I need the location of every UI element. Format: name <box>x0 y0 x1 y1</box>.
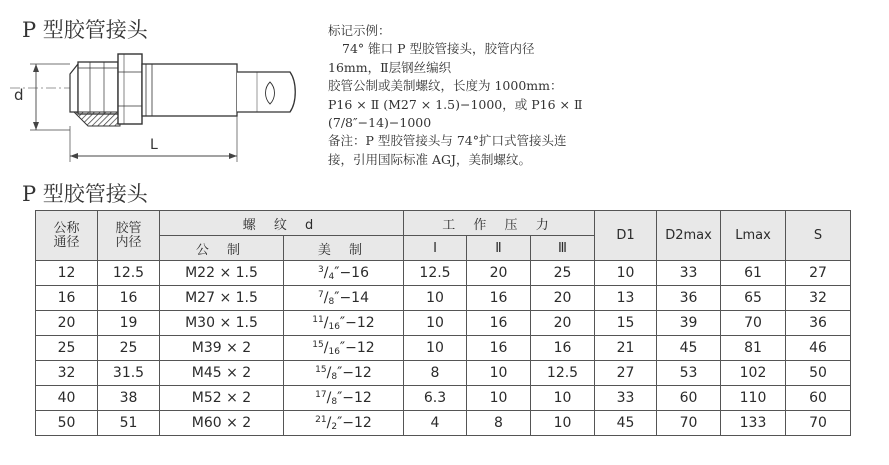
fraction-denominator: 2 <box>331 421 338 432</box>
cell-pressure-3: 10 <box>531 386 595 411</box>
cell-pressure-1: 10 <box>404 286 467 311</box>
example-line-6: 备注：P 型胶管接头与 74°扩口式管接头连 <box>328 133 567 149</box>
header-thread: 螺 纹 d <box>160 211 404 236</box>
cell-metric-thread: M22 × 1.5 <box>160 261 284 286</box>
inch-mark: ″ <box>334 289 340 306</box>
table-row <box>36 386 851 411</box>
cell-hose-id: 12.5 <box>98 261 160 286</box>
table-title: P 型胶管接头 <box>22 182 148 206</box>
header-pressure-2: Ⅱ <box>467 236 531 261</box>
cell-hose-id: 38 <box>98 386 160 411</box>
cell-nominal: 50 <box>36 411 98 436</box>
header-pressure: 工 作 压 力 <box>404 211 595 236</box>
cell-pressure-3: 16 <box>531 336 595 361</box>
example-line-1: 74° 锥口 P 型胶管接头，胶管内径 <box>342 41 535 57</box>
header-metric: 公 制 <box>160 236 284 261</box>
cell-imperial-thread <box>284 336 404 361</box>
fraction-numerator: 7 <box>318 289 324 300</box>
table-row <box>36 286 851 311</box>
cell-d2max: 36 <box>657 286 721 311</box>
cell-pressure-1: 12.5 <box>404 261 467 286</box>
fraction-numerator: 3 <box>318 264 324 275</box>
cell-pressure-2: 16 <box>467 336 531 361</box>
cell-pressure-1: 10 <box>404 336 467 361</box>
inch-mark: ″ <box>334 264 340 281</box>
cell-nominal: 40 <box>36 386 98 411</box>
example-heading: 标记示例： <box>328 23 391 38</box>
fraction-numerator: 11 <box>312 314 324 325</box>
fitting-drawing <box>0 42 310 182</box>
cell-hose-id: 16 <box>98 286 160 311</box>
header-hose-id: 胶管 内径 <box>98 211 160 261</box>
cell-d2max: 45 <box>657 336 721 361</box>
fraction-slash: / <box>326 414 332 431</box>
threads-per-inch: −14 <box>339 289 369 306</box>
cell-metric-thread: M60 × 2 <box>160 411 284 436</box>
dimension-d-label: d <box>14 86 24 104</box>
cell-lmax: 133 <box>721 411 786 436</box>
cell-nominal: 12 <box>36 261 98 286</box>
cell-lmax: 65 <box>721 286 786 311</box>
cell-nominal: 32 <box>36 361 98 386</box>
example-line-7: 接，引用国际标准 AGJ，美制螺纹。 <box>328 151 531 167</box>
inch-mark: ″ <box>339 314 346 331</box>
cell-pressure-3: 20 <box>531 286 595 311</box>
inch-mark: ″ <box>337 364 343 381</box>
fraction-slash: / <box>323 314 329 331</box>
cell-lmax: 70 <box>721 311 786 336</box>
cell-pressure-2: 10 <box>467 361 531 386</box>
table-row <box>36 411 851 436</box>
example-line-2: 16mm，Ⅱ层钢丝编织 <box>328 59 452 75</box>
cell-metric-thread: M27 × 1.5 <box>160 286 284 311</box>
cell-d2max: 60 <box>657 386 721 411</box>
cell-s: 70 <box>786 411 851 436</box>
cell-nominal: 20 <box>36 311 98 336</box>
inch-mark: ″ <box>337 414 343 431</box>
threads-per-inch: −12 <box>345 339 375 356</box>
cell-metric-thread: M52 × 2 <box>160 386 284 411</box>
threads-per-inch: −12 <box>342 389 372 406</box>
table-row <box>36 261 851 286</box>
cell-d1: 27 <box>595 361 657 386</box>
cell-lmax: 61 <box>721 261 786 286</box>
header-s: S <box>786 211 851 261</box>
fraction-slash: / <box>326 364 332 381</box>
marking-example <box>328 22 868 169</box>
inch-mark: ″ <box>339 339 346 356</box>
spec-table <box>35 210 851 436</box>
cell-d2max: 39 <box>657 311 721 336</box>
cell-lmax: 110 <box>721 386 786 411</box>
cell-d2max: 70 <box>657 411 721 436</box>
header-imperial: 美 制 <box>284 236 404 261</box>
fraction-numerator: 17 <box>315 389 327 400</box>
fraction-slash: / <box>323 289 329 306</box>
fraction-numerator: 21 <box>315 414 327 425</box>
threads-per-inch: −16 <box>339 264 369 281</box>
cell-pressure-3: 25 <box>531 261 595 286</box>
fraction-numerator: 15 <box>312 339 324 350</box>
cell-d1: 15 <box>595 311 657 336</box>
cell-d2max: 33 <box>657 261 721 286</box>
fraction-slash: / <box>323 339 329 356</box>
cell-d2max: 53 <box>657 361 721 386</box>
table-row <box>36 361 851 386</box>
cell-pressure-2: 16 <box>467 286 531 311</box>
cell-lmax: 81 <box>721 336 786 361</box>
cell-pressure-1: 6.3 <box>404 386 467 411</box>
cell-d1: 13 <box>595 286 657 311</box>
header-pressure-3: Ⅲ <box>531 236 595 261</box>
cell-hose-id: 19 <box>98 311 160 336</box>
cell-pressure-1: 4 <box>404 411 467 436</box>
cell-pressure-1: 10 <box>404 311 467 336</box>
fraction-slash: / <box>323 264 329 281</box>
cell-d1: 33 <box>595 386 657 411</box>
fraction-slash: / <box>326 389 332 406</box>
cell-metric-thread: M30 × 1.5 <box>160 311 284 336</box>
cell-pressure-2: 8 <box>467 411 531 436</box>
cell-imperial-thread <box>284 386 404 411</box>
dimension-L-label: L <box>150 137 158 153</box>
header-d1: D1 <box>595 211 657 261</box>
cell-pressure-2: 16 <box>467 311 531 336</box>
example-line-4: P16 × Ⅱ (M27 × 1.5)−1000，或 P16 × Ⅱ <box>328 96 583 112</box>
cell-pressure-1: 8 <box>404 361 467 386</box>
fraction-denominator: 8 <box>328 296 335 307</box>
header-lmax: Lmax <box>721 211 786 261</box>
cell-hose-id: 31.5 <box>98 361 160 386</box>
page-title: P 型胶管接头 <box>22 18 148 42</box>
cell-imperial-thread <box>284 411 404 436</box>
cell-imperial-thread <box>284 261 404 286</box>
cell-nominal: 25 <box>36 336 98 361</box>
cell-s: 50 <box>786 361 851 386</box>
fraction-denominator: 4 <box>328 271 335 282</box>
cell-metric-thread: M39 × 2 <box>160 336 284 361</box>
header-pressure-1: Ⅰ <box>404 236 467 261</box>
cell-s: 60 <box>786 386 851 411</box>
table-row <box>36 311 851 336</box>
fraction-denominator: 16 <box>328 321 340 332</box>
example-line-3: 胶管公制或美制螺纹，长度为 1000mm： <box>328 78 563 94</box>
cell-s: 27 <box>786 261 851 286</box>
cell-s: 46 <box>786 336 851 361</box>
threads-per-inch: −12 <box>345 314 375 331</box>
cell-imperial-thread <box>284 311 404 336</box>
header-nominal: 公称 通径 <box>36 211 98 261</box>
cell-hose-id: 25 <box>98 336 160 361</box>
cell-pressure-3: 10 <box>531 411 595 436</box>
cell-s: 32 <box>786 286 851 311</box>
cell-s: 36 <box>786 311 851 336</box>
cell-d1: 21 <box>595 336 657 361</box>
cell-d1: 45 <box>595 411 657 436</box>
cell-metric-thread: M45 × 2 <box>160 361 284 386</box>
fraction-denominator: 8 <box>331 371 338 382</box>
cell-pressure-3: 12.5 <box>531 361 595 386</box>
fraction-denominator: 16 <box>328 346 340 357</box>
header-d2max: D2max <box>657 211 721 261</box>
threads-per-inch: −12 <box>342 414 372 431</box>
cell-hose-id: 51 <box>98 411 160 436</box>
cell-imperial-thread <box>284 286 404 311</box>
threads-per-inch: −12 <box>342 364 372 381</box>
cell-lmax: 102 <box>721 361 786 386</box>
fraction-numerator: 15 <box>315 364 327 375</box>
example-line-5: (7/8″−14)−1000 <box>328 115 432 131</box>
cell-d1: 10 <box>595 261 657 286</box>
table-row <box>36 336 851 361</box>
cell-pressure-3: 20 <box>531 311 595 336</box>
cell-pressure-2: 10 <box>467 386 531 411</box>
inch-mark: ″ <box>337 389 343 406</box>
fraction-denominator: 8 <box>331 396 338 407</box>
cell-nominal: 16 <box>36 286 98 311</box>
cell-pressure-2: 20 <box>467 261 531 286</box>
cell-imperial-thread <box>284 361 404 386</box>
